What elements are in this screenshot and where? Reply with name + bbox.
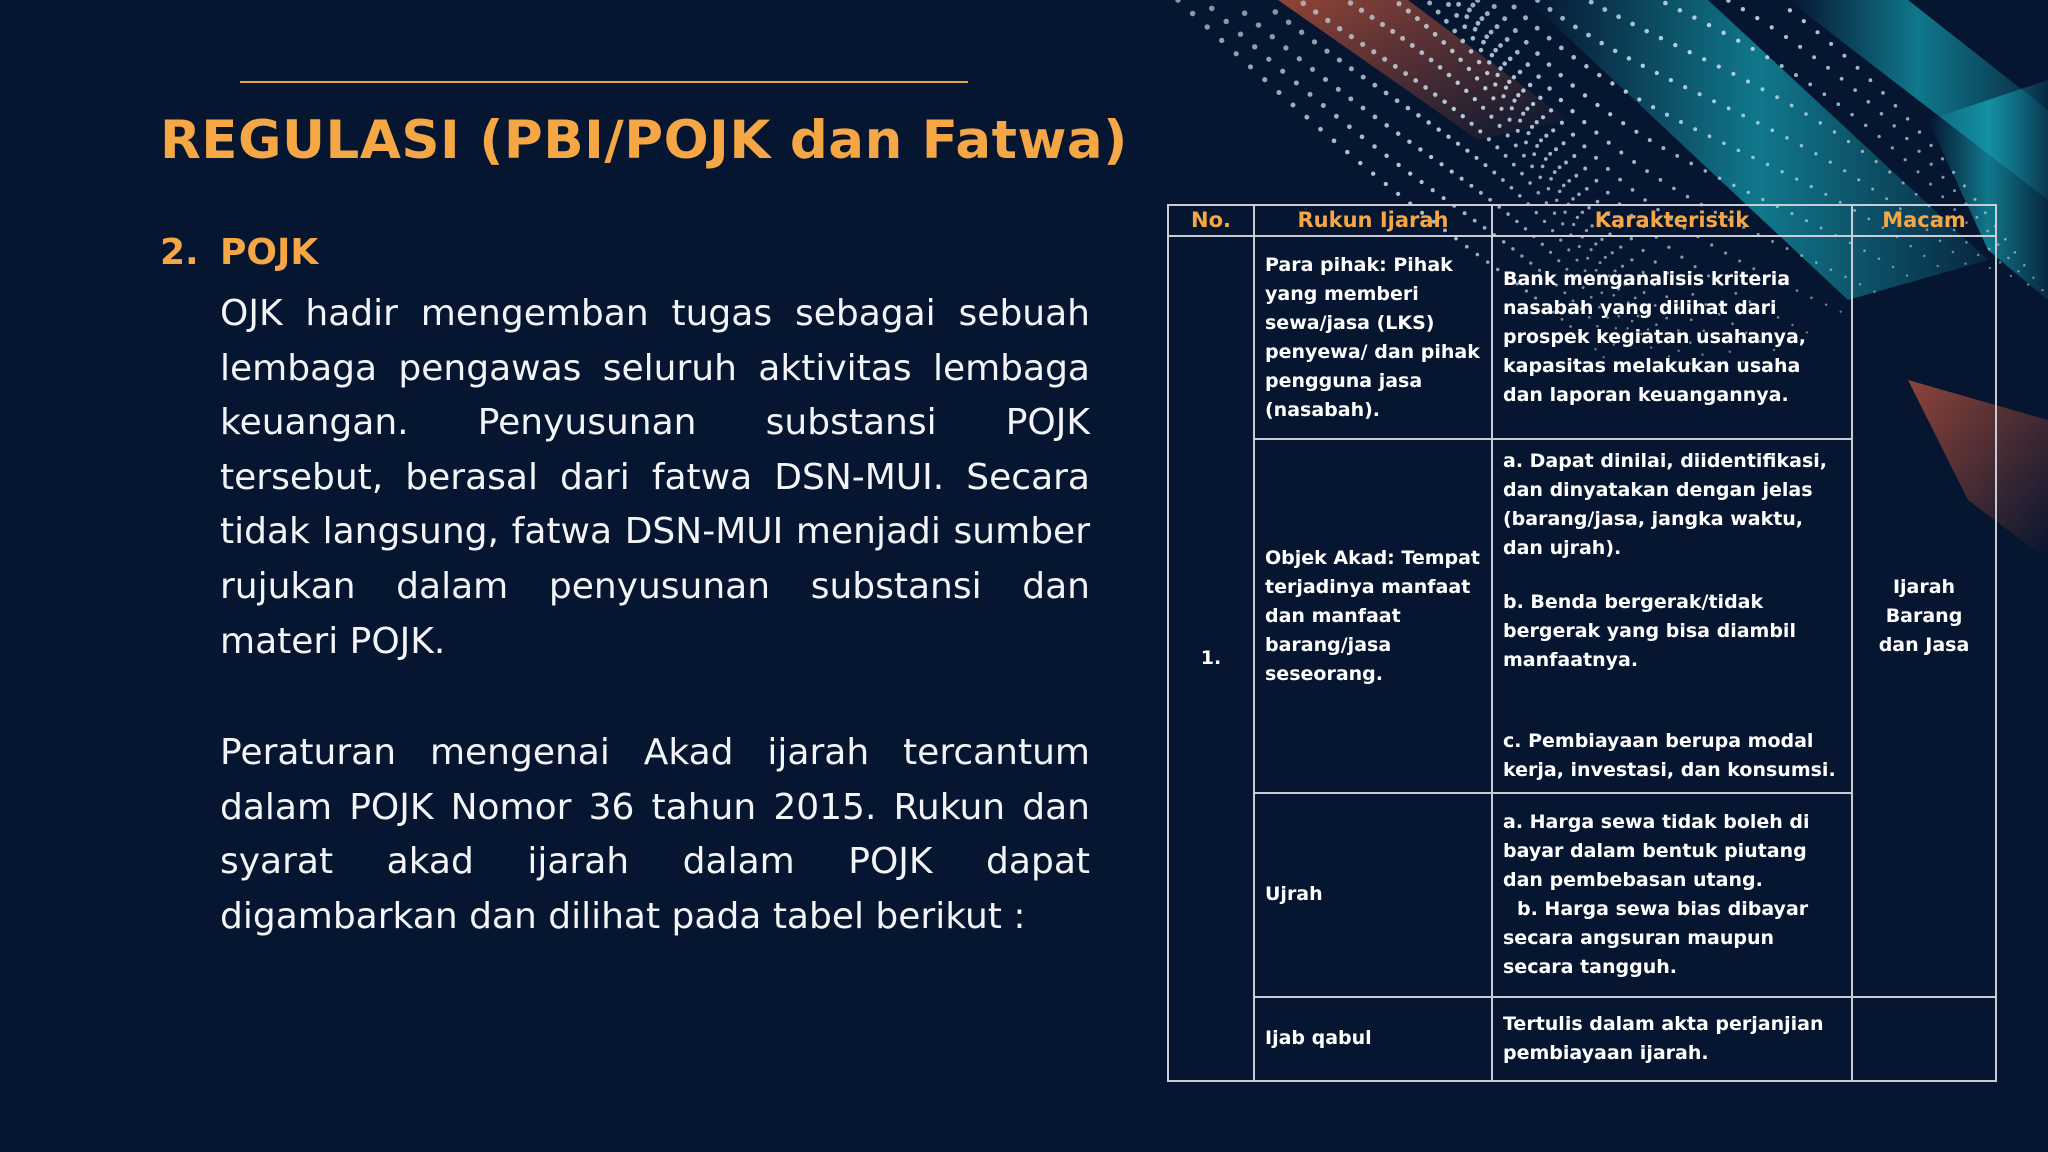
cell-macam-empty <box>1852 997 1996 1082</box>
table-row <box>1168 997 1996 1082</box>
title-underline <box>240 81 968 83</box>
paragraph-peraturan: Peraturan mengenai Akad ijarah tercantum dalam POJK Nomor 36 tahun 2015. Rukun dan syarat akad ijarah dalam POJK dapat digambarkan dan dilihat pada tabel berikut : <box>220 732 1090 937</box>
header-rukun: Rukun Ijarah <box>1254 205 1492 236</box>
section-heading: POJK <box>220 232 319 273</box>
cell-rukun-ijab-qabul: Ijab qabul <box>1254 997 1492 1082</box>
karakteristik-item: c. Pembiayaan berupa modal kerja, investasi, dan konsumsi. <box>1503 730 1836 782</box>
table-header-row <box>1168 205 1996 236</box>
page-title: REGULASI (PBI/POJK dan Fatwa) <box>160 110 1128 171</box>
section-number: 2. <box>160 232 199 273</box>
ijarah-table <box>1167 204 1997 1082</box>
cell-karakteristik-para-pihak: Bank menganalisis kriteria nasabah yang dilihat dari prospek kegiatan usahanya, kapasitas melakukan usaha dan laporan keuangannya. <box>1492 236 1852 439</box>
cell-karakteristik-ijab-qabul: Tertulis dalam akta perjanjian pembiayaan ijarah. <box>1492 997 1852 1082</box>
cell-rukun-objek-akad: Objek Akad: Tempat terjadinya manfaat dan manfaat barang/jasa seseorang. <box>1254 439 1492 793</box>
cell-macam: Ijarah Barang dan Jasa <box>1852 236 1996 996</box>
karakteristik-item: a. Dapat dinilai, diidentifikasi, dan dinyatakan dengan jelas (barang/jasa, jangka waktu, dan ujrah). <box>1503 450 1828 560</box>
karakteristik-item: a. Harga sewa tidak boleh di bayar dalam bentuk piutang dan pembebasan utang. <box>1503 810 1810 891</box>
karakteristik-item: b. Benda bergerak/tidak bergerak yang bisa diambil manfaatnya. <box>1503 591 1796 672</box>
header-macam: Macam <box>1852 205 1996 236</box>
cell-karakteristik-ujrah <box>1492 793 1852 996</box>
header-karakteristik: Karakteristik <box>1492 205 1852 236</box>
karakteristik-item: b. Harga sewa bias dibayar secara angsuran maupun secara tangguh. <box>1503 897 1809 978</box>
header-no: No. <box>1168 205 1254 236</box>
cell-karakteristik-objek-akad <box>1492 439 1852 793</box>
cell-no: 1. <box>1168 236 1254 1081</box>
cell-rukun-ujrah: Ujrah <box>1254 793 1492 996</box>
cell-rukun-para-pihak: Para pihak: Pihak yang memberi sewa/jasa (LKS) penyewa/ dan pihak pengguna jasa (nasabah). <box>1254 236 1492 439</box>
table-row <box>1168 236 1996 439</box>
paragraph-ojk: OJK hadir mengemban tugas sebagai sebuah lembaga pengawas seluruh aktivitas lembaga keuangan. Penyusunan substansi POJK tersebut, berasal dari fatwa DSN-MUI. Secara tidak langsung, fatwa DSN-MUI menjadi sumber rujukan dalam penyusunan substansi dan materi POJK. <box>220 293 1090 662</box>
